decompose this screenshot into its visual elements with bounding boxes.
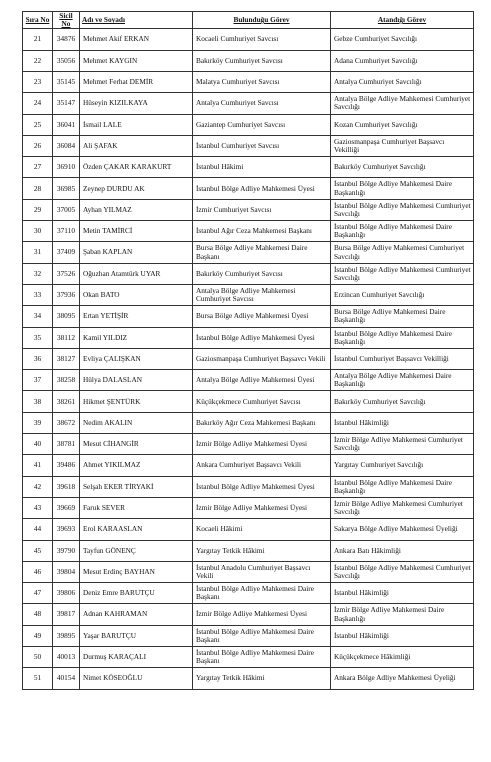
cell-sira-no: 47: [23, 583, 53, 604]
header-row: [23, 12, 474, 29]
cell-name: Faruk SEVER: [80, 497, 193, 518]
cell-sira-no: 40: [23, 434, 53, 455]
table-row: [23, 263, 474, 284]
cell-assigned-post: Kozan Cumhuriyet Savcılığı: [331, 114, 474, 135]
cell-sicil-no: 40154: [53, 668, 80, 689]
cell-sicil-no: 39804: [53, 561, 80, 582]
header-name: Adı ve Soyadı: [80, 12, 193, 29]
cell-assigned-post: İstanbul Cumhuriyet Başsavcı Vekilliği: [331, 348, 474, 369]
cell-current-post: İzmir Bölge Adliye Mahkemesi Üyesi: [193, 497, 331, 518]
table-row: [23, 157, 474, 178]
header-current-post: Bulunduğu Görev: [193, 12, 331, 29]
cell-current-post: Yargıtay Tetkik Hâkimi: [193, 540, 331, 561]
appointment-list-page: [22, 11, 473, 690]
cell-current-post: İzmir Cumhuriyet Savcısı: [193, 199, 331, 220]
cell-sira-no: 38: [23, 391, 53, 412]
cell-current-post: Malatya Cumhuriyet Savcısı: [193, 72, 331, 93]
table-row: [23, 199, 474, 220]
cell-name: İsmail LALE: [80, 114, 193, 135]
cell-name: Durmuş KARAÇALI: [80, 647, 193, 668]
cell-sira-no: 49: [23, 625, 53, 646]
cell-assigned-post: Küçükçekmece Hâkimliği: [331, 647, 474, 668]
cell-name: Nimet KÖSEOĞLU: [80, 668, 193, 689]
cell-sira-no: 43: [23, 497, 53, 518]
cell-sira-no: 45: [23, 540, 53, 561]
table-row: [23, 647, 474, 668]
cell-sicil-no: 38127: [53, 348, 80, 369]
cell-current-post: Bakırköy Cumhuriyet Savcısı: [193, 263, 331, 284]
cell-name: Zeynep DURDU AK: [80, 178, 193, 199]
cell-current-post: Bursa Bölge Adliye Mahkemesi Üyesi: [193, 306, 331, 327]
cell-assigned-post: İstanbul Hâkimliği: [331, 583, 474, 604]
cell-sira-no: 44: [23, 519, 53, 540]
cell-name: Tayfun GÖNENÇ: [80, 540, 193, 561]
cell-sicil-no: 39486: [53, 455, 80, 476]
cell-name: Hikmet ŞENTÜRK: [80, 391, 193, 412]
cell-assigned-post: Erzincan Cumhuriyet Savcılığı: [331, 284, 474, 305]
table-row: [23, 455, 474, 476]
cell-name: Şaban KAPLAN: [80, 242, 193, 263]
cell-current-post: İstanbul Bölge Adliye Mahkemesi Üyesi: [193, 178, 331, 199]
cell-sicil-no: 39817: [53, 604, 80, 625]
cell-current-post: Gaziantep Cumhuriyet Savcısı: [193, 114, 331, 135]
table-row: [23, 29, 474, 50]
table-row: [23, 583, 474, 604]
cell-sira-no: 35: [23, 327, 53, 348]
table-row: [23, 114, 474, 135]
cell-current-post: Antalya Bölge Adliye Mahkemesi Üyesi: [193, 370, 331, 391]
cell-sicil-no: 35145: [53, 72, 80, 93]
cell-sira-no: 24: [23, 93, 53, 114]
table-row: [23, 668, 474, 689]
cell-sicil-no: 39693: [53, 519, 80, 540]
header-sicil-no: Sicil No: [53, 12, 80, 29]
cell-assigned-post: İstanbul Hâkimliği: [331, 412, 474, 433]
cell-current-post: Antalya Cumhuriyet Savcısı: [193, 93, 331, 114]
cell-assigned-post: Gaziosmanpaşa Cumhuriyet Başsavcı Vekilliği: [331, 135, 474, 156]
cell-name: Oğuzhan Atamtürk UYAR: [80, 263, 193, 284]
cell-current-post: İstanbul Bölge Adliye Mahkemesi Daire Başkanı: [193, 625, 331, 646]
table-row: [23, 391, 474, 412]
cell-sira-no: 50: [23, 647, 53, 668]
cell-sira-no: 51: [23, 668, 53, 689]
cell-sira-no: 30: [23, 221, 53, 242]
cell-sira-no: 22: [23, 50, 53, 71]
cell-sira-no: 33: [23, 284, 53, 305]
cell-assigned-post: Sakarya Bölge Adliye Mahkemesi Üyeliği: [331, 519, 474, 540]
cell-current-post: Kocaeli Cumhuriyet Savcısı: [193, 29, 331, 50]
cell-sicil-no: 36084: [53, 135, 80, 156]
cell-assigned-post: İzmir Bölge Adliye Mahkemesi Cumhuriyet Savcılığı: [331, 497, 474, 518]
cell-current-post: Antalya Bölge Adliye Mahkemesi Cumhuriyet Savcısı: [193, 284, 331, 305]
table-row: [23, 242, 474, 263]
table-row: [23, 412, 474, 433]
cell-name: Ayhan YILMAZ: [80, 199, 193, 220]
cell-name: Okan BATO: [80, 284, 193, 305]
cell-sira-no: 36: [23, 348, 53, 369]
cell-current-post: İstanbul Bölge Adliye Mahkemesi Daire Başkanı: [193, 647, 331, 668]
cell-assigned-post: İzmir Bölge Adliye Mahkemesi Daire Başkanlığı: [331, 604, 474, 625]
cell-name: Hüseyin KIZILKAYA: [80, 93, 193, 114]
cell-current-post: Bakırköy Cumhuriyet Savcısı: [193, 50, 331, 71]
cell-assigned-post: Yargıtay Cumhuriyet Savcılığı: [331, 455, 474, 476]
cell-assigned-post: Antalya Bölge Adliye Mahkemesi Cumhuriyet Savcılığı: [331, 93, 474, 114]
cell-name: Selşah EKER TİRYAKİ: [80, 476, 193, 497]
cell-sira-no: 37: [23, 370, 53, 391]
cell-assigned-post: Antalya Bölge Adliye Mahkemesi Daire Başkanlığı: [331, 370, 474, 391]
cell-current-post: Gaziosmanpaşa Cumhuriyet Başsavcı Vekili: [193, 348, 331, 369]
cell-name: Mesut Erdinç BAYHAN: [80, 561, 193, 582]
cell-name: Deniz Emre BARUTÇU: [80, 583, 193, 604]
cell-sicil-no: 36910: [53, 157, 80, 178]
table-row: [23, 306, 474, 327]
cell-name: Ali ŞAFAK: [80, 135, 193, 156]
table-row: [23, 476, 474, 497]
cell-sira-no: 32: [23, 263, 53, 284]
table-row: [23, 50, 474, 71]
cell-name: Özden ÇAKAR KARAKURT: [80, 157, 193, 178]
cell-sicil-no: 39790: [53, 540, 80, 561]
cell-assigned-post: Ankara Bölge Adliye Mahkemesi Üyeliği: [331, 668, 474, 689]
cell-assigned-post: Antalya Cumhuriyet Savcılığı: [331, 72, 474, 93]
cell-sicil-no: 37526: [53, 263, 80, 284]
cell-sicil-no: 37005: [53, 199, 80, 220]
table-row: [23, 625, 474, 646]
cell-sicil-no: 37936: [53, 284, 80, 305]
cell-assigned-post: İstanbul Bölge Adliye Mahkemesi Daire Başkanlığı: [331, 178, 474, 199]
table-row: [23, 178, 474, 199]
cell-sicil-no: 38258: [53, 370, 80, 391]
table-row: [23, 370, 474, 391]
cell-sicil-no: 38095: [53, 306, 80, 327]
cell-sira-no: 31: [23, 242, 53, 263]
cell-current-post: Bursa Bölge Adliye Mahkemesi Daire Başkanı: [193, 242, 331, 263]
table-row: [23, 327, 474, 348]
table-row: [23, 284, 474, 305]
cell-name: Metin TAMİRCİ: [80, 221, 193, 242]
cell-assigned-post: İstanbul Bölge Adliye Mahkemesi Cumhuriyet Savcılığı: [331, 263, 474, 284]
cell-assigned-post: İzmir Bölge Adliye Mahkemesi Cumhuriyet Savcılığı: [331, 434, 474, 455]
header-assigned-post: Atandığı Görev: [331, 12, 474, 29]
cell-sicil-no: 39669: [53, 497, 80, 518]
table-row: [23, 348, 474, 369]
cell-sira-no: 39: [23, 412, 53, 433]
cell-name: Yaşar BARUTÇU: [80, 625, 193, 646]
header-sira-no: Sıra No: [23, 12, 53, 29]
cell-sira-no: 28: [23, 178, 53, 199]
cell-assigned-post: Bursa Bölge Adliye Mahkemesi Cumhuriyet Savcılığı: [331, 242, 474, 263]
appointment-table: [22, 11, 474, 690]
cell-assigned-post: Gebze Cumhuriyet Savcılığı: [331, 29, 474, 50]
cell-sira-no: 21: [23, 29, 53, 50]
cell-name: Ahmet YIKILMAZ: [80, 455, 193, 476]
cell-sira-no: 41: [23, 455, 53, 476]
cell-sicil-no: 39895: [53, 625, 80, 646]
cell-sicil-no: 39618: [53, 476, 80, 497]
cell-current-post: Bakırköy Ağır Ceza Mahkemesi Başkanı: [193, 412, 331, 433]
cell-sicil-no: 39806: [53, 583, 80, 604]
cell-name: Mehmet KAYGIN: [80, 50, 193, 71]
cell-current-post: Küçükçekmece Cumhuriyet Savcısı: [193, 391, 331, 412]
cell-sira-no: 29: [23, 199, 53, 220]
cell-current-post: İstanbul Ağır Ceza Mahkemesi Başkanı: [193, 221, 331, 242]
cell-current-post: İstanbul Bölge Adliye Mahkemesi Üyesi: [193, 327, 331, 348]
cell-sicil-no: 36985: [53, 178, 80, 199]
cell-sicil-no: 34876: [53, 29, 80, 50]
cell-sicil-no: 37409: [53, 242, 80, 263]
cell-sira-no: 23: [23, 72, 53, 93]
cell-current-post: İstanbul Anadolu Cumhuriyet Başsavcı Vekili: [193, 561, 331, 582]
cell-current-post: İstanbul Hâkimi: [193, 157, 331, 178]
table-row: [23, 540, 474, 561]
cell-sira-no: 46: [23, 561, 53, 582]
table-row: [23, 604, 474, 625]
cell-sira-no: 42: [23, 476, 53, 497]
cell-name: Adnan KAHRAMAN: [80, 604, 193, 625]
cell-assigned-post: İstanbul Bölge Adliye Mahkemesi Cumhuriyet Savcılığı: [331, 199, 474, 220]
cell-name: Mehmet Ferhat DEMİR: [80, 72, 193, 93]
cell-sicil-no: 40013: [53, 647, 80, 668]
cell-current-post: İzmir Bölge Adliye Mahkemesi Üyesi: [193, 434, 331, 455]
cell-name: Hülya DALASLAN: [80, 370, 193, 391]
cell-sicil-no: 35147: [53, 93, 80, 114]
cell-assigned-post: İstanbul Bölge Adliye Mahkemesi Daire Başkanlığı: [331, 476, 474, 497]
cell-name: Nedim AKALIN: [80, 412, 193, 433]
cell-sira-no: 48: [23, 604, 53, 625]
cell-assigned-post: İstanbul Hâkimliği: [331, 625, 474, 646]
cell-sicil-no: 38112: [53, 327, 80, 348]
table-row: [23, 497, 474, 518]
cell-sicil-no: 38781: [53, 434, 80, 455]
cell-sira-no: 25: [23, 114, 53, 135]
cell-sira-no: 26: [23, 135, 53, 156]
cell-name: Ertan YETİŞİR: [80, 306, 193, 327]
table-row: [23, 221, 474, 242]
table-row: [23, 135, 474, 156]
cell-current-post: İstanbul Cumhuriyet Savcısı: [193, 135, 331, 156]
cell-sira-no: 34: [23, 306, 53, 327]
cell-assigned-post: Bursa Bölge Adliye Mahkemesi Daire Başkanlığı: [331, 306, 474, 327]
cell-name: Mesut CİHANGİR: [80, 434, 193, 455]
cell-assigned-post: İstanbul Bölge Adliye Mahkemesi Cumhuriyet Savcılığı: [331, 561, 474, 582]
cell-sicil-no: 36041: [53, 114, 80, 135]
cell-sira-no: 27: [23, 157, 53, 178]
cell-current-post: Kocaeli Hâkimi: [193, 519, 331, 540]
cell-sicil-no: 38261: [53, 391, 80, 412]
table-row: [23, 72, 474, 93]
cell-current-post: İzmir Bölge Adliye Mahkemesi Üyesi: [193, 604, 331, 625]
table-row: [23, 519, 474, 540]
cell-sicil-no: 35056: [53, 50, 80, 71]
cell-assigned-post: Bakırköy Cumhuriyet Savcılığı: [331, 391, 474, 412]
cell-current-post: Yargıtay Tetkik Hâkimi: [193, 668, 331, 689]
cell-name: Kamil YILDIZ: [80, 327, 193, 348]
cell-sicil-no: 37110: [53, 221, 80, 242]
cell-assigned-post: Bakırköy Cumhuriyet Savcılığı: [331, 157, 474, 178]
cell-assigned-post: Adana Cumhuriyet Savcılığı: [331, 50, 474, 71]
cell-assigned-post: İstanbul Bölge Adliye Mahkemesi Daire Başkanlığı: [331, 221, 474, 242]
cell-name: Erol KARAASLAN: [80, 519, 193, 540]
cell-assigned-post: İstanbul Bölge Adliye Mahkemesi Daire Başkanlığı: [331, 327, 474, 348]
cell-assigned-post: Ankara Batı Hâkimliği: [331, 540, 474, 561]
cell-sicil-no: 38672: [53, 412, 80, 433]
cell-current-post: Ankara Cumhuriyet Başsavcı Vekili: [193, 455, 331, 476]
table-row: [23, 93, 474, 114]
cell-name: Mehmet Akif ERKAN: [80, 29, 193, 50]
cell-name: Evliya ÇALIŞKAN: [80, 348, 193, 369]
table-row: [23, 434, 474, 455]
cell-current-post: İstanbul Bölge Adliye Mahkemesi Üyesi: [193, 476, 331, 497]
table-row: [23, 561, 474, 582]
cell-current-post: İstanbul Bölge Adliye Mahkemesi Daire Başkanı: [193, 583, 331, 604]
